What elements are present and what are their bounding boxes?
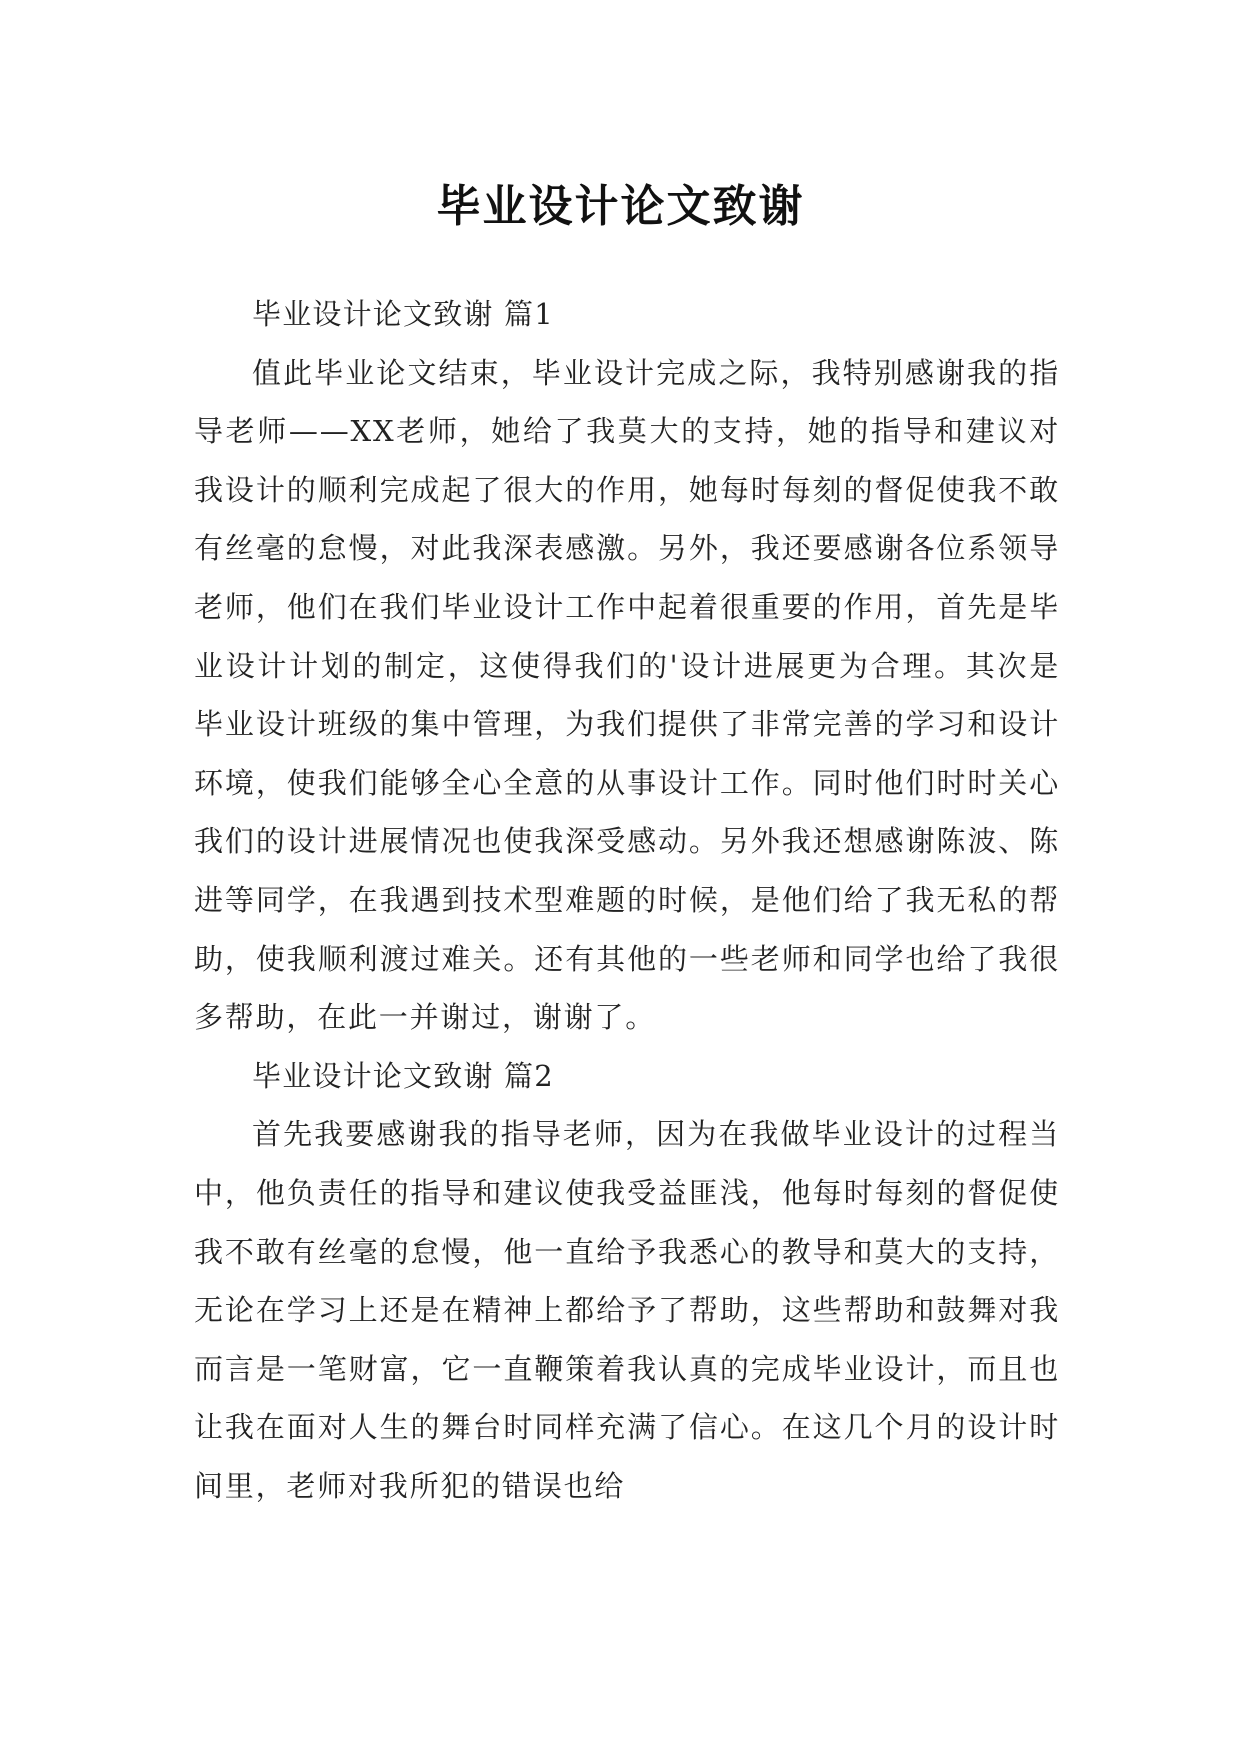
- document-title: 毕业设计论文致谢: [436, 181, 805, 233]
- document-body: [194, 285, 1060, 1515]
- section-heading-2: 毕业设计论文致谢 篇2: [252, 1058, 554, 1093]
- section-heading-1: 毕业设计论文致谢 篇1: [252, 297, 554, 331]
- section-2-paragraph: 首先我要感谢我的指导老师，因为在我做毕业设计的过程当中，他负责任的指导和建议使我受益匪浅，他每时每刻的督促使我不敢有丝毫的怠慢，他一直给予我悉心的教导和莫大的支持，无论在学习上还是在精神上都给予了帮助，这些帮助和鼓舞对我而言是一笔财富，它一直鞭策着我认真的完成毕业设计，而且也让我在面对人生的舞台时同样充满了信心。在这几个月的设计时间里，老师对我所犯的错误也给: [194, 1117, 1060, 1503]
- section-1-paragraph: 值此毕业论文结束，毕业设计完成之际，我特别感谢我的指导老师——XX老师，她给了我莫大的支持，她的指导和建议对我设计的顺利完成起了很大的作用，她每时每刻的督促使我不敢有丝毫的怠慢，对此我深表感激。另外，我还要感谢各位系领导老师，他们在我们毕业设计工作中起着很重要的作用，首先是毕业设计计划的制定，这使得我们的'设计进展更为合理。其次是毕业设计班级的集中管理，为我们提供了非常完善的学习和设计环境，使我们能够全心全意的从事设计工作。同时他们时时关心我们的设计进展情况也使我深受感动。另外我还想感谢陈波、陈进等同学，在我遇到技术型难题的时候，是他们给了我无私的帮助，使我顺利渡过难关。还有其他的一些老师和同学也给了我很多帮助，在此一并谢过，谢谢了。: [194, 355, 1060, 1035]
